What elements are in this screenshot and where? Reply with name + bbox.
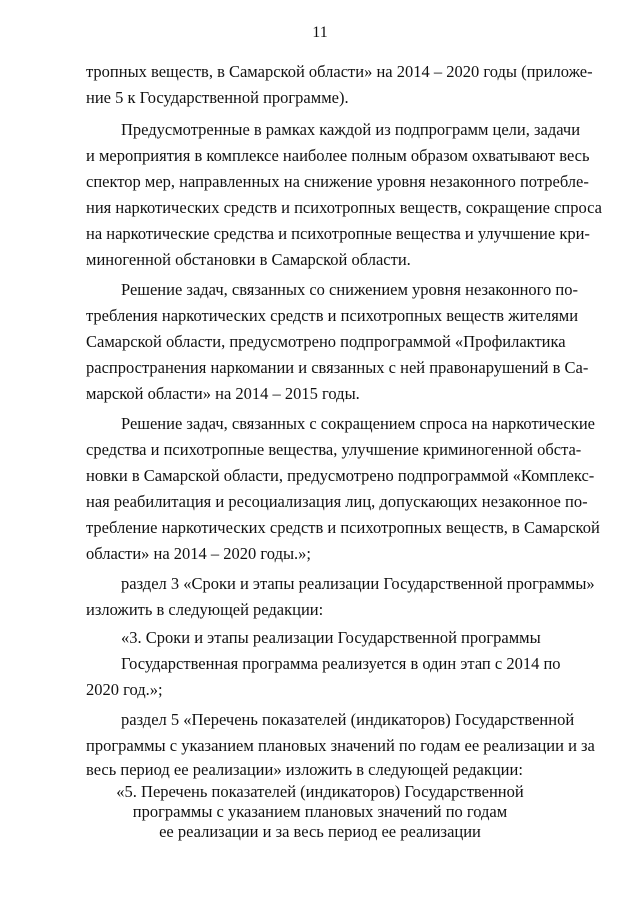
paragraph-8-line-3: весь период ее реализации» изложить в следующей редакции: [86, 760, 523, 779]
paragraph-1-line-2: ние 5 к Государственной программе). [86, 88, 349, 107]
section-3-heading: «3. Сроки и этапы реализации Государственной программы [121, 628, 541, 647]
paragraph-5-line-1: раздел 3 «Сроки и этапы реализации Государственной программы» [121, 574, 595, 593]
paragraph-2-line-6: миногенной обстановки в Самарской области. [86, 250, 411, 269]
paragraph-3-line-1: Решение задач, связанных со снижением уровня незаконного по- [121, 280, 578, 299]
paragraph-1-line-1: тропных веществ, в Самарской области» на 2014 – 2020 годы (приложе- [86, 62, 593, 81]
paragraph-4-line-4: ная реабилитация и ресоциализация лиц, допускающих незаконное по- [86, 492, 588, 511]
paragraph-3-line-5: марской области» на 2014 – 2015 годы. [86, 384, 360, 403]
paragraph-2-line-1: Предусмотренные в рамках каждой из подпрограмм цели, задачи [121, 120, 581, 139]
paragraph-5-line-2: изложить в следующей редакции: [86, 600, 324, 619]
paragraph-8-line-1: раздел 5 «Перечень показателей (индикаторов) Государственной [121, 710, 575, 729]
page-number: 11 [312, 24, 328, 41]
paragraph-2-line-5: на наркотические средства и психотропные вещества и улучшение кри- [86, 224, 590, 243]
section-5-heading-line-2: программы с указанием плановых значений по годам [132, 802, 508, 821]
paragraph-4-line-5: требление наркотических средств и психотропных веществ, в Самарской [86, 518, 600, 537]
paragraph-8-line-2: программы с указанием плановых значений по годам ее реализации и за [86, 736, 595, 755]
paragraph-2-line-2: и мероприятия в комплексе наиболее полным образом охватывают весь [86, 146, 590, 165]
paragraph-4-line-3: новки в Самарской области, предусмотрено подпрограммой «Комплекс- [86, 466, 595, 485]
paragraph-4-line-6: области» на 2014 – 2020 годы.»; [86, 544, 312, 563]
paragraph-2-line-4: ния наркотических средств и психотропных веществ, сокращение спроса [86, 198, 603, 217]
paragraph-3-line-2: требления наркотических средств и психотропных веществ жителями [86, 306, 579, 325]
paragraph-4-line-1: Решение задач, связанных с сокращением спроса на наркотические [121, 414, 596, 433]
paragraph-7-line-1: Государственная программа реализуется в один этап с 2014 по [121, 654, 561, 673]
section-5-heading-line-1: «5. Перечень показателей (индикаторов) Государственной [116, 782, 524, 801]
paragraph-7-line-2: 2020 год.»; [86, 680, 163, 699]
paragraph-2-line-3: спектор мер, направленных на снижение уровня незаконного потребле- [86, 172, 589, 191]
section-5-heading-line-3: ее реализации и за весь период ее реализации [159, 822, 481, 841]
paragraph-3-line-3: Самарской области, предусмотрено подпрограммой «Профилактика [86, 332, 566, 351]
paragraph-3-line-4: распространения наркомании и связанных с ней правонарушений в Са- [86, 358, 589, 377]
paragraph-4-line-2: средства и психотропные вещества, улучшение криминогенной обста- [86, 440, 582, 459]
